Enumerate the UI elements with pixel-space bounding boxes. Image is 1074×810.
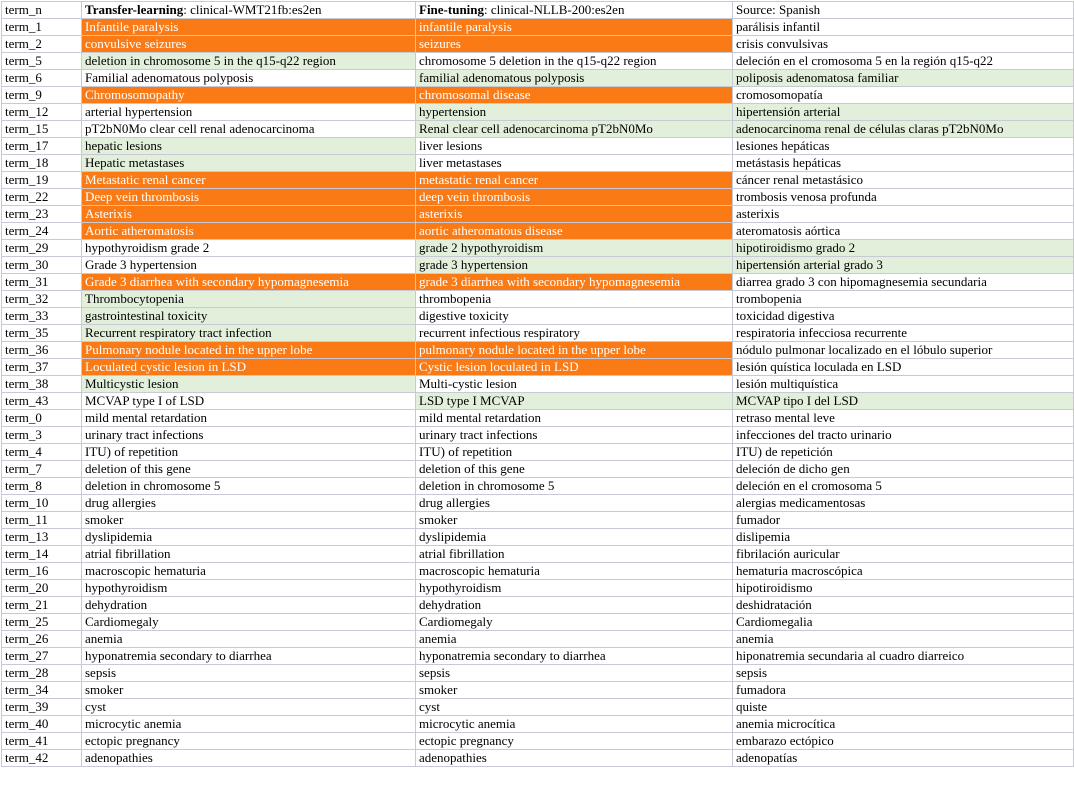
transfer-learning-cell: smoker [82, 682, 416, 699]
term-cell: term_33 [2, 308, 82, 325]
source-cell: respiratoria infecciosa recurrente [733, 325, 1074, 342]
table-row [2, 410, 1074, 427]
term-cell: term_8 [2, 478, 82, 495]
source-cell: metástasis hepáticas [733, 155, 1074, 172]
term-cell: term_38 [2, 376, 82, 393]
fine-tuning-cell: drug allergies [416, 495, 733, 512]
transfer-learning-cell: ITU) of repetition [82, 444, 416, 461]
table-row [2, 138, 1074, 155]
term-cell: term_37 [2, 359, 82, 376]
term-cell: term_28 [2, 665, 82, 682]
term-cell: term_39 [2, 699, 82, 716]
term-cell: term_6 [2, 70, 82, 87]
transfer-learning-cell: dyslipidemia [82, 529, 416, 546]
fine-tuning-cell: pulmonary nodule located in the upper lobe [416, 342, 733, 359]
transfer-learning-cell: smoker [82, 512, 416, 529]
transfer-learning-cell: MCVAP type I of LSD [82, 393, 416, 410]
table-row [2, 19, 1074, 36]
transfer-learning-cell: Aortic atheromatosis [82, 223, 416, 240]
table-row [2, 461, 1074, 478]
term-cell: term_16 [2, 563, 82, 580]
fine-tuning-cell: deletion in chromosome 5 [416, 478, 733, 495]
term-cell: term_18 [2, 155, 82, 172]
table-row [2, 172, 1074, 189]
fine-tuning-cell: smoker [416, 682, 733, 699]
term-cell: term_27 [2, 648, 82, 665]
transfer-learning-cell: ectopic pregnancy [82, 733, 416, 750]
source-cell: hipotiroidismo [733, 580, 1074, 597]
fine-tuning-cell: atrial fibrillation [416, 546, 733, 563]
term-cell: term_34 [2, 682, 82, 699]
transfer-learning-cell: Pulmonary nodule located in the upper lobe [82, 342, 416, 359]
source-cell: embarazo ectópico [733, 733, 1074, 750]
transfer-learning-cell: microcytic anemia [82, 716, 416, 733]
fine-tuning-cell: ectopic pregnancy [416, 733, 733, 750]
transfer-learning-cell: urinary tract infections [82, 427, 416, 444]
term-cell: term_0 [2, 410, 82, 427]
fine-tuning-cell: microcytic anemia [416, 716, 733, 733]
source-cell: ITU) de repetición [733, 444, 1074, 461]
table-row [2, 597, 1074, 614]
source-cell: lesión quística loculada en LSD [733, 359, 1074, 376]
transfer-learning-cell: Familial adenomatous polyposis [82, 70, 416, 87]
fine-tuning-cell: thrombopenia [416, 291, 733, 308]
table-row [2, 291, 1074, 308]
table-row [2, 342, 1074, 359]
fine-tuning-cell: dehydration [416, 597, 733, 614]
table-row [2, 104, 1074, 121]
fine-tuning-cell: metastatic renal cancer [416, 172, 733, 189]
transfer-learning-cell: macroscopic hematuria [82, 563, 416, 580]
fine-tuning-cell: liver lesions [416, 138, 733, 155]
term-cell: term_26 [2, 631, 82, 648]
fine-tuning-cell: deletion of this gene [416, 461, 733, 478]
term-cell: term_42 [2, 750, 82, 767]
table-row [2, 495, 1074, 512]
source-cell: hematuria macroscópica [733, 563, 1074, 580]
source-cell: quiste [733, 699, 1074, 716]
term-cell: term_11 [2, 512, 82, 529]
table-row [2, 257, 1074, 274]
table-row [2, 682, 1074, 699]
fine-tuning-cell: seizures [416, 36, 733, 53]
term-cell: term_10 [2, 495, 82, 512]
fine-tuning-cell: grade 3 hypertension [416, 257, 733, 274]
source-cell: fumador [733, 512, 1074, 529]
fine-tuning-cell: LSD type I MCVAP [416, 393, 733, 410]
source-cell: trombopenia [733, 291, 1074, 308]
source-cell: retraso mental leve [733, 410, 1074, 427]
source-cell: deleción en el cromosoma 5 [733, 478, 1074, 495]
fine-tuning-cell: hyponatremia secondary to diarrhea [416, 648, 733, 665]
source-cell: dislipemia [733, 529, 1074, 546]
table-row [2, 580, 1074, 597]
header-ft-model: : clinical-NLLB-200:es2en [484, 2, 625, 17]
table-row [2, 699, 1074, 716]
fine-tuning-cell: grade 3 diarrhea with secondary hypomagnesemia [416, 274, 733, 291]
term-cell: term_40 [2, 716, 82, 733]
header-row [2, 2, 1074, 19]
source-cell: anemia [733, 631, 1074, 648]
transfer-learning-cell: hyponatremia secondary to diarrhea [82, 648, 416, 665]
fine-tuning-cell: chromosome 5 deletion in the q15-q22 region [416, 53, 733, 70]
fine-tuning-cell: adenopathies [416, 750, 733, 767]
source-cell: hipertensión arterial [733, 104, 1074, 121]
source-cell: crisis convulsivas [733, 36, 1074, 53]
transfer-learning-cell: Grade 3 hypertension [82, 257, 416, 274]
table-row [2, 359, 1074, 376]
table-row [2, 189, 1074, 206]
term-cell: term_43 [2, 393, 82, 410]
fine-tuning-cell: Multi-cystic lesion [416, 376, 733, 393]
header-tl-prefix: Transfer-learning [85, 2, 184, 17]
transfer-learning-cell: deletion in chromosome 5 [82, 478, 416, 495]
source-cell: lesiones hepáticas [733, 138, 1074, 155]
source-cell: adenopatías [733, 750, 1074, 767]
source-cell: fibrilación auricular [733, 546, 1074, 563]
transfer-learning-cell: gastrointestinal toxicity [82, 308, 416, 325]
transfer-learning-cell: mild mental retardation [82, 410, 416, 427]
term-cell: term_5 [2, 53, 82, 70]
fine-tuning-cell: infantile paralysis [416, 19, 733, 36]
table-row [2, 648, 1074, 665]
source-cell: cáncer renal metastásico [733, 172, 1074, 189]
table-row [2, 70, 1074, 87]
source-cell: asterixis [733, 206, 1074, 223]
term-cell: term_31 [2, 274, 82, 291]
source-cell: sepsis [733, 665, 1074, 682]
source-cell: hiponatremia secundaria al cuadro diarreico [733, 648, 1074, 665]
table-row [2, 155, 1074, 172]
table-row [2, 308, 1074, 325]
fine-tuning-cell: Cystic lesion loculated in LSD [416, 359, 733, 376]
header-source: Source: Spanish [733, 2, 1074, 19]
term-cell: term_12 [2, 104, 82, 121]
header-tl-model: : clinical-WMT21fb:es2en [183, 2, 322, 17]
table-row [2, 121, 1074, 138]
fine-tuning-cell: dyslipidemia [416, 529, 733, 546]
term-cell: term_7 [2, 461, 82, 478]
fine-tuning-cell: digestive toxicity [416, 308, 733, 325]
fine-tuning-cell: ITU) of repetition [416, 444, 733, 461]
table-row [2, 665, 1074, 682]
table-row [2, 36, 1074, 53]
table-row [2, 478, 1074, 495]
header-ft-prefix: Fine-tuning [419, 2, 485, 17]
fine-tuning-cell: deep vein thrombosis [416, 189, 733, 206]
source-cell: hipotiroidismo grado 2 [733, 240, 1074, 257]
fine-tuning-cell: chromosomal disease [416, 87, 733, 104]
term-cell: term_41 [2, 733, 82, 750]
fine-tuning-cell: hypertension [416, 104, 733, 121]
term-cell: term_20 [2, 580, 82, 597]
table-row [2, 240, 1074, 257]
table-row [2, 444, 1074, 461]
source-cell: deleción en el cromosoma 5 en la región q15-q22 [733, 53, 1074, 70]
source-cell: deshidratación [733, 597, 1074, 614]
source-cell: adenocarcinoma renal de células claras pT2bN0Mo [733, 121, 1074, 138]
table-row [2, 274, 1074, 291]
transfer-learning-cell: convulsive seizures [82, 36, 416, 53]
fine-tuning-cell: asterixis [416, 206, 733, 223]
term-cell: term_35 [2, 325, 82, 342]
table-row [2, 716, 1074, 733]
table-row [2, 206, 1074, 223]
term-cell: term_1 [2, 19, 82, 36]
table-body [2, 19, 1074, 767]
source-cell: hipertensión arterial grado 3 [733, 257, 1074, 274]
table-row [2, 529, 1074, 546]
source-cell: fumadora [733, 682, 1074, 699]
fine-tuning-cell: recurrent infectious respiratory [416, 325, 733, 342]
transfer-learning-cell: Infantile paralysis [82, 19, 416, 36]
source-cell: Cardiomegalia [733, 614, 1074, 631]
transfer-learning-cell: Chromosomopathy [82, 87, 416, 104]
table-row [2, 631, 1074, 648]
transfer-learning-cell: hypothyroidism grade 2 [82, 240, 416, 257]
term-cell: term_15 [2, 121, 82, 138]
table-row [2, 223, 1074, 240]
fine-tuning-cell: hypothyroidism [416, 580, 733, 597]
transfer-learning-cell: Deep vein thrombosis [82, 189, 416, 206]
transfer-learning-cell: Multicystic lesion [82, 376, 416, 393]
table-row [2, 563, 1074, 580]
table-row [2, 53, 1074, 70]
transfer-learning-cell: Cardiomegaly [82, 614, 416, 631]
transfer-learning-cell: Asterixis [82, 206, 416, 223]
transfer-learning-cell: Thrombocytopenia [82, 291, 416, 308]
source-cell: trombosis venosa profunda [733, 189, 1074, 206]
transfer-learning-cell: Loculated cystic lesion in LSD [82, 359, 416, 376]
table-row [2, 512, 1074, 529]
term-cell: term_23 [2, 206, 82, 223]
term-cell: term_21 [2, 597, 82, 614]
source-cell: alergias medicamentosas [733, 495, 1074, 512]
transfer-learning-cell: Metastatic renal cancer [82, 172, 416, 189]
table-row [2, 614, 1074, 631]
table-row [2, 393, 1074, 410]
table-row [2, 750, 1074, 767]
term-cell: term_13 [2, 529, 82, 546]
table-row [2, 87, 1074, 104]
source-cell: infecciones del tracto urinario [733, 427, 1074, 444]
transfer-learning-cell: anemia [82, 631, 416, 648]
transfer-learning-cell: hepatic lesions [82, 138, 416, 155]
fine-tuning-cell: smoker [416, 512, 733, 529]
term-cell: term_29 [2, 240, 82, 257]
transfer-learning-cell: sepsis [82, 665, 416, 682]
source-cell: anemia microcítica [733, 716, 1074, 733]
header-transfer-learning [82, 2, 416, 19]
transfer-learning-cell: drug allergies [82, 495, 416, 512]
term-cell: term_14 [2, 546, 82, 563]
transfer-learning-cell: deletion in chromosome 5 in the q15-q22 region [82, 53, 416, 70]
fine-tuning-cell: macroscopic hematuria [416, 563, 733, 580]
transfer-learning-cell: deletion of this gene [82, 461, 416, 478]
transfer-learning-cell: hypothyroidism [82, 580, 416, 597]
table-row [2, 376, 1074, 393]
term-cell: term_32 [2, 291, 82, 308]
transfer-learning-cell: cyst [82, 699, 416, 716]
transfer-learning-cell: pT2bN0Mo clear cell renal adenocarcinoma [82, 121, 416, 138]
fine-tuning-cell: sepsis [416, 665, 733, 682]
transfer-learning-cell: adenopathies [82, 750, 416, 767]
fine-tuning-cell: anemia [416, 631, 733, 648]
source-cell: toxicidad digestiva [733, 308, 1074, 325]
transfer-learning-cell: arterial hypertension [82, 104, 416, 121]
source-cell: nódulo pulmonar localizado en el lóbulo superior [733, 342, 1074, 359]
term-cell: term_4 [2, 444, 82, 461]
source-cell: parálisis infantil [733, 19, 1074, 36]
fine-tuning-cell: Renal clear cell adenocarcinoma pT2bN0Mo [416, 121, 733, 138]
transfer-learning-cell: Grade 3 diarrhea with secondary hypomagnesemia [82, 274, 416, 291]
source-cell: cromosomopatía [733, 87, 1074, 104]
table-row [2, 733, 1074, 750]
term-cell: term_25 [2, 614, 82, 631]
table-row [2, 325, 1074, 342]
translation-comparison-table [1, 1, 1074, 767]
term-cell: term_24 [2, 223, 82, 240]
source-cell: poliposis adenomatosa familiar [733, 70, 1074, 87]
fine-tuning-cell: liver metastases [416, 155, 733, 172]
table-row [2, 427, 1074, 444]
source-cell: diarrea grado 3 con hipomagnesemia secundaria [733, 274, 1074, 291]
term-cell: term_3 [2, 427, 82, 444]
table-row [2, 546, 1074, 563]
transfer-learning-cell: dehydration [82, 597, 416, 614]
transfer-learning-cell: Hepatic metastases [82, 155, 416, 172]
term-cell: term_19 [2, 172, 82, 189]
source-cell: lesión multiquística [733, 376, 1074, 393]
term-cell: term_22 [2, 189, 82, 206]
term-cell: term_30 [2, 257, 82, 274]
header-term: term_n [2, 2, 82, 19]
fine-tuning-cell: grade 2 hypothyroidism [416, 240, 733, 257]
term-cell: term_2 [2, 36, 82, 53]
source-cell: deleción de dicho gen [733, 461, 1074, 478]
fine-tuning-cell: Cardiomegaly [416, 614, 733, 631]
source-cell: ateromatosis aórtica [733, 223, 1074, 240]
fine-tuning-cell: familial adenomatous polyposis [416, 70, 733, 87]
term-cell: term_36 [2, 342, 82, 359]
fine-tuning-cell: aortic atheromatous disease [416, 223, 733, 240]
term-cell: term_17 [2, 138, 82, 155]
transfer-learning-cell: atrial fibrillation [82, 546, 416, 563]
source-cell: MCVAP tipo I del LSD [733, 393, 1074, 410]
transfer-learning-cell: Recurrent respiratory tract infection [82, 325, 416, 342]
fine-tuning-cell: cyst [416, 699, 733, 716]
fine-tuning-cell: urinary tract infections [416, 427, 733, 444]
fine-tuning-cell: mild mental retardation [416, 410, 733, 427]
term-cell: term_9 [2, 87, 82, 104]
header-fine-tuning [416, 2, 733, 19]
